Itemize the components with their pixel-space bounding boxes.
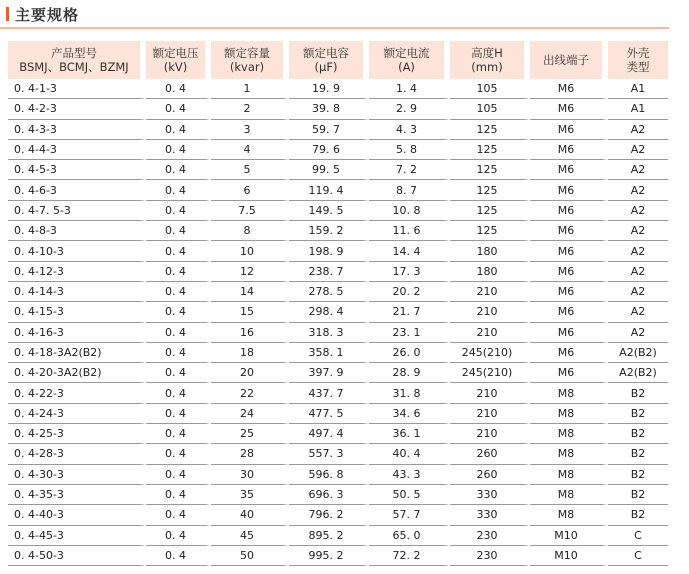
- cell-terminal: M6: [530, 221, 608, 241]
- table-row: [8, 424, 668, 444]
- cell-rated-current: 11. 6: [369, 221, 450, 241]
- cell-rated-voltage: 0. 4: [146, 201, 211, 221]
- cell-rated-voltage: 0. 4: [146, 140, 211, 160]
- cell-rated-capacitance: 159. 2: [289, 221, 369, 241]
- cell-rated-current: 5. 8: [369, 140, 450, 160]
- cell-rated-capacity: 28: [211, 444, 289, 464]
- cell-rated-capacitance: 79. 6: [289, 140, 369, 160]
- cell-rated-capacity: 20: [211, 363, 289, 383]
- header-rated-capacitance: 额定电容 (μF): [289, 41, 369, 79]
- cell-rated-current: 40. 4: [369, 444, 450, 464]
- table-row: [8, 201, 668, 221]
- cell-height: 180: [450, 262, 530, 282]
- cell-rated-voltage: 0. 4: [146, 444, 211, 464]
- cell-model: 0. 4-24-3: [8, 404, 146, 424]
- cell-model: 0. 4-45-3: [8, 526, 146, 546]
- table-row: [8, 262, 668, 282]
- cell-rated-voltage: 0. 4: [146, 79, 211, 99]
- cell-rated-voltage: 0. 4: [146, 383, 211, 403]
- table-row: [8, 485, 668, 505]
- cell-case-type: A1: [608, 79, 668, 99]
- cell-terminal: M8: [530, 404, 608, 424]
- cell-rated-voltage: 0. 4: [146, 180, 211, 200]
- cell-model: 0. 4-14-3: [8, 282, 146, 302]
- cell-height: 125: [450, 120, 530, 140]
- cell-rated-current: 14. 4: [369, 241, 450, 261]
- cell-height: 260: [450, 465, 530, 485]
- cell-height: 105: [450, 99, 530, 119]
- cell-terminal: M8: [530, 465, 608, 485]
- cell-rated-voltage: 0. 4: [146, 99, 211, 119]
- cell-rated-capacity: 6: [211, 180, 289, 200]
- cell-rated-capacitance: 99. 5: [289, 160, 369, 180]
- cell-rated-capacitance: 895. 2: [289, 526, 369, 546]
- cell-rated-capacitance: 995. 2: [289, 546, 369, 566]
- cell-case-type: B2: [608, 404, 668, 424]
- cell-terminal: M10: [530, 526, 608, 546]
- cell-rated-voltage: 0. 4: [146, 404, 211, 424]
- cell-terminal: M6: [530, 120, 608, 140]
- cell-rated-capacitance: 59. 7: [289, 120, 369, 140]
- cell-rated-current: 31. 8: [369, 383, 450, 403]
- cell-terminal: M6: [530, 79, 608, 99]
- header-model: 产品型号 BSMJ、BCMJ、BZMJ: [8, 41, 146, 79]
- cell-rated-capacitance: 358. 1: [289, 343, 369, 363]
- cell-case-type: A2: [608, 221, 668, 241]
- cell-rated-current: 4. 3: [369, 120, 450, 140]
- cell-rated-capacity: 16: [211, 323, 289, 343]
- cell-case-type: B2: [608, 444, 668, 464]
- cell-rated-capacitance: 497. 4: [289, 424, 369, 444]
- cell-rated-voltage: 0. 4: [146, 302, 211, 322]
- cell-rated-capacitance: 796. 2: [289, 505, 369, 525]
- cell-model: 0. 4-7. 5-3: [8, 201, 146, 221]
- cell-rated-capacitance: 119. 4: [289, 180, 369, 200]
- cell-terminal: M6: [530, 241, 608, 261]
- section-header: [0, 0, 669, 30]
- table-row: [8, 302, 668, 322]
- cell-rated-capacitance: 557. 3: [289, 444, 369, 464]
- cell-rated-capacity: 12: [211, 262, 289, 282]
- cell-case-type: C: [608, 526, 668, 546]
- cell-rated-voltage: 0. 4: [146, 221, 211, 241]
- cell-terminal: M6: [530, 282, 608, 302]
- section-marker: [6, 7, 9, 21]
- cell-terminal: M6: [530, 99, 608, 119]
- cell-height: 245(210): [450, 363, 530, 383]
- cell-terminal: M8: [530, 383, 608, 403]
- cell-height: 210: [450, 404, 530, 424]
- cell-model: 0. 4-22-3: [8, 383, 146, 403]
- cell-terminal: M6: [530, 262, 608, 282]
- cell-rated-voltage: 0. 4: [146, 160, 211, 180]
- cell-rated-capacity: 4: [211, 140, 289, 160]
- cell-case-type: A2(B2): [608, 363, 668, 383]
- table-row: [8, 241, 668, 261]
- cell-terminal: M6: [530, 201, 608, 221]
- cell-case-type: A2: [608, 201, 668, 221]
- cell-terminal: M6: [530, 160, 608, 180]
- table-row: [8, 343, 668, 363]
- cell-case-type: A2: [608, 140, 668, 160]
- cell-terminal: M6: [530, 180, 608, 200]
- cell-rated-capacitance: 596. 8: [289, 465, 369, 485]
- cell-terminal: M10: [530, 546, 608, 566]
- cell-rated-current: 2. 9: [369, 99, 450, 119]
- cell-terminal: M6: [530, 140, 608, 160]
- cell-case-type: A1: [608, 99, 668, 119]
- cell-model: 0. 4-40-3: [8, 505, 146, 525]
- cell-rated-capacitance: 238. 7: [289, 262, 369, 282]
- cell-rated-capacitance: 19. 9: [289, 79, 369, 99]
- cell-rated-capacitance: 39. 8: [289, 99, 369, 119]
- cell-model: 0. 4-1-3: [8, 79, 146, 99]
- cell-terminal: M6: [530, 343, 608, 363]
- cell-case-type: B2: [608, 485, 668, 505]
- cell-model: 0. 4-35-3: [8, 485, 146, 505]
- cell-case-type: A2: [608, 302, 668, 322]
- cell-rated-capacity: 30: [211, 465, 289, 485]
- cell-case-type: A2(B2): [608, 343, 668, 363]
- cell-terminal: M6: [530, 302, 608, 322]
- cell-height: 230: [450, 526, 530, 546]
- cell-rated-capacitance: 318. 3: [289, 323, 369, 343]
- cell-rated-voltage: 0. 4: [146, 241, 211, 261]
- cell-model: 0. 4-5-3: [8, 160, 146, 180]
- cell-case-type: B2: [608, 505, 668, 525]
- table-header-row: [8, 41, 668, 79]
- cell-rated-capacity: 45: [211, 526, 289, 546]
- cell-terminal: M6: [530, 323, 608, 343]
- cell-model: 0. 4-25-3: [8, 424, 146, 444]
- cell-height: 125: [450, 180, 530, 200]
- cell-model: 0. 4-18-3A2(B2): [8, 343, 146, 363]
- table-row: [8, 505, 668, 525]
- cell-height: 125: [450, 221, 530, 241]
- cell-rated-current: 21. 7: [369, 302, 450, 322]
- cell-height: 125: [450, 140, 530, 160]
- cell-height: 245(210): [450, 343, 530, 363]
- cell-rated-capacitance: 298. 4: [289, 302, 369, 322]
- cell-height: 210: [450, 302, 530, 322]
- cell-height: 260: [450, 444, 530, 464]
- cell-rated-voltage: 0. 4: [146, 120, 211, 140]
- cell-rated-capacitance: 696. 3: [289, 485, 369, 505]
- cell-height: 105: [450, 79, 530, 99]
- cell-model: 0. 4-20-3A2(B2): [8, 363, 146, 383]
- cell-rated-voltage: 0. 4: [146, 465, 211, 485]
- cell-model: 0. 4-15-3: [8, 302, 146, 322]
- cell-model: 0. 4-30-3: [8, 465, 146, 485]
- cell-height: 230: [450, 546, 530, 566]
- table-row: [8, 465, 668, 485]
- cell-rated-capacity: 40: [211, 505, 289, 525]
- cell-rated-capacity: 3: [211, 120, 289, 140]
- cell-rated-capacitance: 477. 5: [289, 404, 369, 424]
- cell-model: 0. 4-12-3: [8, 262, 146, 282]
- cell-rated-capacitance: 397. 9: [289, 363, 369, 383]
- cell-height: 125: [450, 160, 530, 180]
- cell-rated-voltage: 0. 4: [146, 282, 211, 302]
- cell-terminal: M8: [530, 505, 608, 525]
- cell-model: 0. 4-10-3: [8, 241, 146, 261]
- table-row: [8, 282, 668, 302]
- header-terminal: 出线端子: [530, 41, 608, 79]
- cell-rated-current: 36. 1: [369, 424, 450, 444]
- header-height: 高度H (mm): [450, 41, 530, 79]
- cell-model: 0. 4-6-3: [8, 180, 146, 200]
- cell-rated-current: 10. 8: [369, 201, 450, 221]
- cell-case-type: A2: [608, 180, 668, 200]
- cell-height: 210: [450, 424, 530, 444]
- cell-rated-capacity: 2: [211, 99, 289, 119]
- cell-terminal: M8: [530, 444, 608, 464]
- table-row: [8, 323, 668, 343]
- table-row: [8, 546, 668, 566]
- cell-case-type: B2: [608, 383, 668, 403]
- cell-case-type: A2: [608, 262, 668, 282]
- table-row: [8, 180, 668, 200]
- cell-model: 0. 4-2-3: [8, 99, 146, 119]
- cell-case-type: A2: [608, 160, 668, 180]
- table-row: [8, 221, 668, 241]
- table-row: [8, 99, 668, 119]
- table-row: [8, 383, 668, 403]
- table-row: [8, 140, 668, 160]
- cell-rated-current: 7. 2: [369, 160, 450, 180]
- cell-height: 210: [450, 383, 530, 403]
- cell-rated-current: 23. 1: [369, 323, 450, 343]
- cell-case-type: A2: [608, 241, 668, 261]
- table-row: [8, 160, 668, 180]
- cell-case-type: B2: [608, 424, 668, 444]
- cell-rated-current: 34. 6: [369, 404, 450, 424]
- cell-model: 0. 4-3-3: [8, 120, 146, 140]
- cell-rated-voltage: 0. 4: [146, 262, 211, 282]
- cell-rated-current: 57. 7: [369, 505, 450, 525]
- cell-rated-capacity: 22: [211, 383, 289, 403]
- section-rule: [0, 27, 669, 29]
- cell-model: 0. 4-8-3: [8, 221, 146, 241]
- table-row: [8, 79, 668, 99]
- cell-rated-capacitance: 149. 5: [289, 201, 369, 221]
- cell-case-type: A2: [608, 282, 668, 302]
- cell-rated-capacity: 8: [211, 221, 289, 241]
- cell-rated-voltage: 0. 4: [146, 343, 211, 363]
- spec-table: [8, 41, 668, 566]
- cell-rated-capacitance: 198. 9: [289, 241, 369, 261]
- cell-rated-capacity: 7.5: [211, 201, 289, 221]
- cell-rated-current: 50. 5: [369, 485, 450, 505]
- cell-rated-capacitance: 437. 7: [289, 383, 369, 403]
- cell-rated-capacity: 14: [211, 282, 289, 302]
- cell-rated-voltage: 0. 4: [146, 546, 211, 566]
- header-rated-voltage: 额定电压 (kV): [146, 41, 211, 79]
- cell-case-type: A2: [608, 323, 668, 343]
- table-row: [8, 120, 668, 140]
- cell-rated-current: 72. 2: [369, 546, 450, 566]
- cell-rated-voltage: 0. 4: [146, 485, 211, 505]
- cell-model: 0. 4-4-3: [8, 140, 146, 160]
- cell-height: 210: [450, 323, 530, 343]
- cell-rated-current: 8. 7: [369, 180, 450, 200]
- cell-rated-voltage: 0. 4: [146, 424, 211, 444]
- cell-rated-current: 43. 3: [369, 465, 450, 485]
- cell-case-type: A2: [608, 120, 668, 140]
- table-row: [8, 404, 668, 424]
- cell-height: 210: [450, 282, 530, 302]
- cell-rated-current: 17. 3: [369, 262, 450, 282]
- cell-height: 125: [450, 201, 530, 221]
- cell-rated-capacity: 24: [211, 404, 289, 424]
- cell-rated-current: 1. 4: [369, 79, 450, 99]
- cell-rated-capacity: 1: [211, 79, 289, 99]
- cell-rated-capacity: 5: [211, 160, 289, 180]
- cell-height: 180: [450, 241, 530, 261]
- cell-rated-capacity: 10: [211, 241, 289, 261]
- table-row: [8, 526, 668, 546]
- cell-case-type: B2: [608, 465, 668, 485]
- cell-rated-capacity: 25: [211, 424, 289, 444]
- header-case-type: 外壳 类型: [608, 41, 668, 79]
- section-title: 主要规格: [15, 6, 80, 24]
- cell-rated-voltage: 0. 4: [146, 526, 211, 546]
- cell-rated-voltage: 0. 4: [146, 323, 211, 343]
- cell-rated-current: 26. 0: [369, 343, 450, 363]
- cell-case-type: C: [608, 546, 668, 566]
- cell-height: 330: [450, 505, 530, 525]
- cell-terminal: M8: [530, 485, 608, 505]
- cell-rated-current: 28. 9: [369, 363, 450, 383]
- cell-rated-capacity: 50: [211, 546, 289, 566]
- cell-rated-capacitance: 278. 5: [289, 282, 369, 302]
- cell-terminal: M8: [530, 424, 608, 444]
- header-rated-capacity: 额定容量 (kvar): [211, 41, 289, 79]
- cell-rated-current: 20. 2: [369, 282, 450, 302]
- cell-rated-current: 65. 0: [369, 526, 450, 546]
- cell-terminal: M6: [530, 363, 608, 383]
- cell-rated-capacity: 15: [211, 302, 289, 322]
- table-row: [8, 363, 668, 383]
- cell-model: 0. 4-50-3: [8, 546, 146, 566]
- cell-rated-capacity: 35: [211, 485, 289, 505]
- cell-rated-voltage: 0. 4: [146, 505, 211, 525]
- cell-height: 330: [450, 485, 530, 505]
- cell-rated-capacity: 18: [211, 343, 289, 363]
- cell-rated-voltage: 0. 4: [146, 363, 211, 383]
- table-body: [8, 79, 668, 566]
- cell-model: 0. 4-16-3: [8, 323, 146, 343]
- table-row: [8, 444, 668, 464]
- cell-model: 0. 4-28-3: [8, 444, 146, 464]
- header-rated-current: 额定电流 (A): [369, 41, 450, 79]
